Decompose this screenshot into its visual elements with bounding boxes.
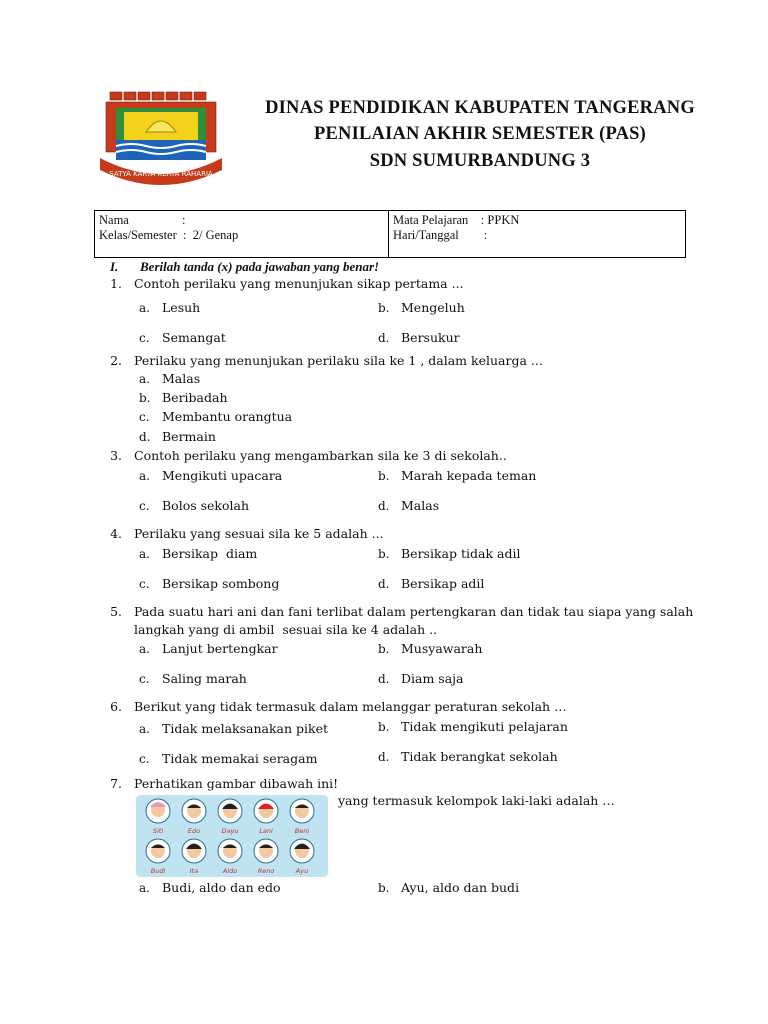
children-illustration bbox=[136, 795, 328, 877]
q4-d-letter: d. bbox=[378, 577, 390, 591]
child-face-beni bbox=[290, 799, 314, 823]
q5-b-letter: b. bbox=[378, 642, 390, 656]
q3-c-letter: c. bbox=[139, 499, 150, 513]
name-ita: Ita bbox=[189, 867, 199, 875]
q7-b-letter: b. bbox=[378, 881, 390, 895]
q3-option-c[interactable]: Bolos sekolah bbox=[162, 498, 250, 513]
q5-a-letter: a. bbox=[139, 642, 150, 656]
q3-b-letter: b. bbox=[378, 469, 390, 483]
q4-option-a[interactable]: Bersikap diam bbox=[162, 546, 258, 561]
q7-text: Perhatikan gambar dibawah ini! bbox=[134, 776, 339, 791]
name-beni: Beni bbox=[294, 827, 310, 835]
q3-a-letter: a. bbox=[139, 469, 150, 483]
q6-text: Berikut yang tidak termasuk dalam melanggar peraturan sekolah … bbox=[134, 699, 567, 714]
q5-option-d[interactable]: Diam saja bbox=[401, 671, 464, 686]
student-info-box bbox=[94, 210, 686, 258]
q4-option-d[interactable]: Bersikap adil bbox=[401, 576, 485, 591]
q2-option-d[interactable]: Bermain bbox=[162, 429, 216, 444]
name-aldo: Aldo bbox=[222, 867, 238, 875]
q1-c-letter: c. bbox=[139, 331, 150, 345]
kelas-semester-field[interactable]: Kelas/Semester : 2/ Genap bbox=[99, 228, 239, 242]
q1-option-a[interactable]: Lesuh bbox=[162, 300, 201, 315]
school-district-logo bbox=[96, 88, 226, 196]
q5-option-c[interactable]: Saling marah bbox=[162, 671, 247, 686]
q7-a-letter: a. bbox=[139, 881, 150, 895]
heading-line-1: DINAS PENDIDIKAN KABUPATEN TANGERANG bbox=[265, 98, 695, 118]
child-face-aldo bbox=[218, 839, 242, 863]
child-face-dayu bbox=[218, 799, 242, 823]
q2-b-letter: b. bbox=[139, 391, 151, 405]
name-siti: Siti bbox=[152, 827, 164, 835]
heading-line-3: SDN SUMURBANDUNG 3 bbox=[369, 151, 591, 171]
q1-a-letter: a. bbox=[139, 301, 150, 315]
q7-option-b[interactable]: Ayu, aldo dan budi bbox=[401, 880, 520, 895]
q7-option-a[interactable]: Budi, aldo dan edo bbox=[162, 880, 281, 895]
hari-tanggal-field[interactable]: Hari/Tanggal : bbox=[393, 228, 488, 242]
q6-d-letter: d. bbox=[378, 750, 390, 764]
section-number: I. bbox=[110, 259, 119, 274]
q2-option-b[interactable]: Beribadah bbox=[162, 390, 228, 405]
q2-a-letter: a. bbox=[139, 372, 150, 386]
q1-option-b[interactable]: Mengeluh bbox=[401, 300, 465, 315]
name-budi: Budi bbox=[150, 867, 166, 875]
q4-text: Perilaku yang sesuai sila ke 5 adalah ... bbox=[134, 526, 384, 541]
q3-number: 3. bbox=[110, 448, 122, 463]
q5-c-letter: c. bbox=[139, 672, 150, 686]
q2-text: Perilaku yang menunjukan perilaku sila ke 1 , dalam keluarga ... bbox=[134, 353, 543, 368]
heading-line-2: PENILAIAN AKHIR SEMESTER (PAS) bbox=[313, 124, 647, 144]
name-dayu: Dayu bbox=[221, 827, 239, 835]
name-ayu: Ayu bbox=[295, 867, 309, 875]
q4-option-c[interactable]: Bersikap sombong bbox=[162, 576, 280, 591]
q3-d-letter: d. bbox=[378, 499, 390, 513]
nama-field[interactable]: Nama : bbox=[99, 213, 186, 227]
q4-a-letter: a. bbox=[139, 547, 150, 561]
child-face-siti bbox=[146, 799, 170, 823]
q7-number: 7. bbox=[110, 776, 122, 791]
q6-c-letter: c. bbox=[139, 752, 150, 766]
name-lani: Lani bbox=[259, 827, 273, 835]
q1-d-letter: d. bbox=[378, 331, 390, 345]
q2-option-a[interactable]: Malas bbox=[162, 371, 201, 386]
child-face-budi bbox=[146, 839, 170, 863]
child-face-ita bbox=[182, 839, 206, 863]
q4-option-b[interactable]: Bersikap tidak adil bbox=[401, 546, 521, 561]
q3-option-b[interactable]: Marah kepada teman bbox=[401, 468, 537, 483]
mata-pelajaran-field[interactable]: Mata Pelajaran : PPKN bbox=[393, 213, 520, 227]
q5-text: Pada suatu hari ani dan fani terlibat dalam pertengkaran dan tidak tau siapa yang salah bbox=[134, 604, 694, 619]
q6-a-letter: a. bbox=[139, 722, 150, 736]
section-instruction: Berilah tanda (x) pada jawaban yang benar! bbox=[140, 259, 380, 274]
q6-option-a[interactable]: Tidak melaksanakan piket bbox=[162, 721, 329, 736]
child-face-edo bbox=[182, 799, 206, 823]
q2-number: 2. bbox=[110, 353, 122, 368]
logo-motto: SATYA KARYA KERTA RAHARJA bbox=[109, 170, 213, 178]
child-face-reno bbox=[254, 839, 278, 863]
q3-option-d[interactable]: Malas bbox=[401, 498, 440, 513]
q1-option-c[interactable]: Semangat bbox=[162, 330, 226, 345]
info-box-divider bbox=[388, 211, 389, 257]
name-edo: Edo bbox=[187, 827, 201, 835]
q4-c-letter: c. bbox=[139, 577, 150, 591]
q3-option-a[interactable]: Mengikuti upacara bbox=[162, 468, 283, 483]
q2-d-letter: d. bbox=[139, 430, 151, 444]
name-reno: Reno bbox=[257, 867, 275, 875]
child-face-lani bbox=[254, 799, 278, 823]
q7-text-line-2: yang termasuk kelompok laki-laki adalah … bbox=[338, 793, 615, 808]
q5-text-line-2: langkah yang di ambil sesuai sila ke 4 adalah .. bbox=[134, 622, 438, 637]
q6-b-letter: b. bbox=[378, 720, 390, 734]
q1-text: Contoh perilaku yang menunjukan sikap pertama ... bbox=[134, 276, 464, 291]
q2-c-letter: c. bbox=[139, 410, 150, 424]
child-face-ayu bbox=[290, 839, 314, 863]
q4-b-letter: b. bbox=[378, 547, 390, 561]
q6-number: 6. bbox=[110, 699, 122, 714]
q5-number: 5. bbox=[110, 604, 122, 619]
q6-option-d[interactable]: Tidak berangkat sekolah bbox=[401, 749, 558, 764]
q5-option-b[interactable]: Musyawarah bbox=[401, 641, 483, 656]
q2-option-c[interactable]: Membantu orangtua bbox=[162, 409, 293, 424]
q3-text: Contoh perilaku yang mengambarkan sila ke 3 di sekolah.. bbox=[134, 448, 507, 463]
q6-option-c[interactable]: Tidak memakai seragam bbox=[162, 751, 318, 766]
q5-option-a[interactable]: Lanjut bertengkar bbox=[162, 641, 278, 656]
q5-d-letter: d. bbox=[378, 672, 390, 686]
q4-number: 4. bbox=[110, 526, 122, 541]
q1-option-d[interactable]: Bersukur bbox=[401, 330, 460, 345]
q1-number: 1. bbox=[110, 276, 122, 291]
q1-b-letter: b. bbox=[378, 301, 390, 315]
q6-option-b[interactable]: Tidak mengikuti pelajaran bbox=[401, 719, 568, 734]
